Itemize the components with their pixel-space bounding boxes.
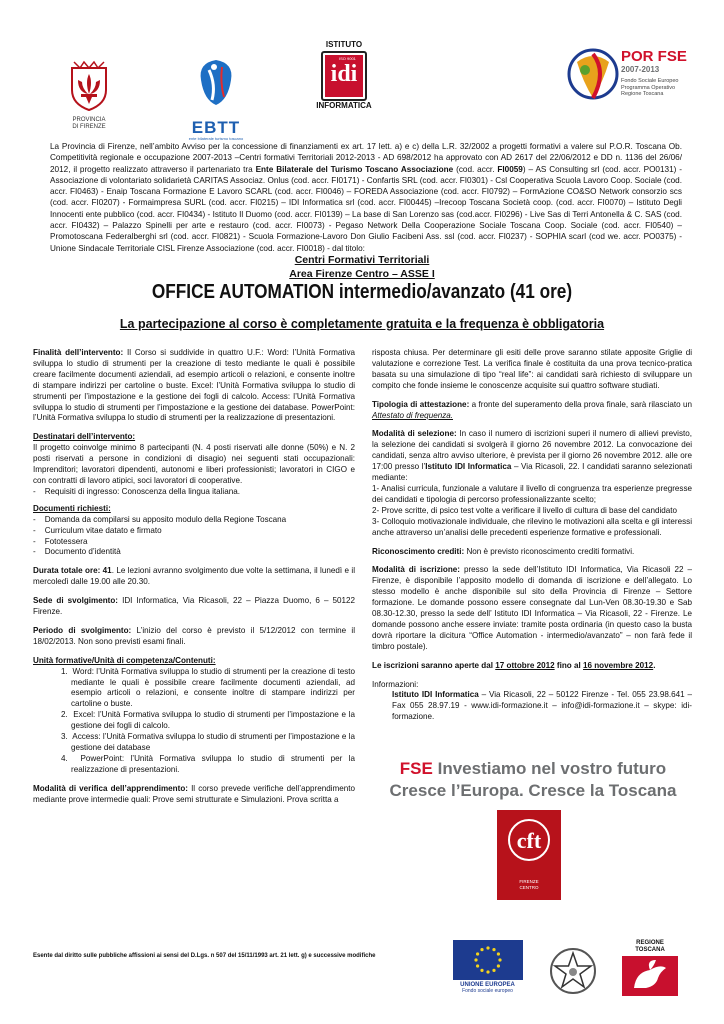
repubblica-emblem [548, 944, 598, 998]
unita-item: 4. PowerPoint: l’Unità Formativa sviluppa lo studio di strumenti per la realizzazione di presentazioni. [61, 753, 356, 774]
iscrizione-text: presso la sede dell’Istituto IDI Informatica, Via Ricasoli 22 – Firenze, è disponibile l’apposito modello di domanda di iscrizione e dell’allegato. Lo stesso modello è anche disponibile sul sito della Provincia di Firenze – Settore formazione. Le domande possono essere consegnate dal Lun-Ven 08.30-19.30 e Sab 08.30-12.30, presso la sede dell’ Istituto IDI Informatica – Via Ricasoli, 22 - Firenze. Le domande possono anche essere inviate: tramite posta ordinaria (in questo caso la busta dovrà riportare la dicitura “Office Automation - intermedio/avanzato” – non farà fede il timbro postale). [372, 565, 693, 651]
left-column [33, 348, 355, 814]
destinatari-text: Il progetto coinvolge minimo 8 partecipanti (N. 4 posti riservati alle donne (50%) e N. 2 posti riservati a persone in condizioni di disagio) nei seguenti stati occupazionali: Imprenditori; lavoratori dipendenti, autonomi e liberi professionisti; lavoratori in CIGO e con contratti di lavoro atipici, soci lavoratori di cooperative. [33, 443, 355, 485]
provincia-line2: DI FIRENZE [72, 124, 106, 130]
aperte-date2: 16 novembre 2012 [582, 660, 654, 670]
documento-item: - Curriculum vitae datato e firmato [33, 525, 162, 535]
provincia-line1: PROVINCIA [72, 117, 106, 123]
durata-section [33, 566, 355, 588]
finalita-section [33, 348, 355, 424]
requisiti-text: Requisiti di ingresso: Conoscenza della lingua italiana. [44, 486, 240, 496]
periodo-text: L’inizio del corso è previsto il 5/12/2012 con termine il 18/02/2013. Non sono previsti esami finali. [33, 625, 355, 646]
modalita-text: Il corso prevede verifiche dell’apprendimento mediante prove intermedie quali: Prove semi strutturate e Simulazioni. Prova scritta a [33, 783, 356, 804]
documento-text: Fototessera [44, 536, 88, 546]
por-fse-title: POR FSE [621, 48, 687, 65]
eu-logo [445, 940, 530, 1000]
finalita-text: Il Corso si suddivide in quattro U.F.: Word: l’Unità Formativa sviluppa lo studio di strumenti per la creazione di testo mediante le quali è possibile creare facilmente documenti aziendali, ad esempio articoli o relazioni, e consente inoltre di stampare indirizzi per cartoline o buste. Excel: l’Unità Formativa sviluppa lo studio di strumenti per l’impostazione e la gestione dei fogli di calcolo. Access: l’Unità Formativa sviluppa lo studio di strumenti per l’impostazione e la gestione dei database. PowerPoint: l’Unità Formativa sviluppa lo studio di strumenti per la realizzazione di presentazioni. [33, 348, 355, 423]
idi-badge-text: idi [330, 61, 358, 87]
eu-line1: UNIONE EUROPEA [460, 982, 515, 988]
sede-label: Sede di svolgimento: [33, 596, 119, 606]
documento-text: Curriculum vitae datato e firmato [44, 525, 162, 535]
title-course: OFFICE AUTOMATION intermedio/avanzato (41 ore) [151, 281, 573, 303]
documento-item: - Fototessera [33, 536, 88, 546]
modalita-section [33, 784, 355, 806]
intro-text: La Provincia di Firenze, nell’ambito Avviso per la concessione di finanziamenti ex art. 17 lett. a) e c) della L.R. 32/2002 a progetti formativi a valere sul P.O.R. Toscana Ob. Competitività regionale e occupazione 2007-2013 –Centri formativi Territoriali 2012-2013 - AD 698/2012 ha approvato con AD 2617 del 22/06/2012 e DD n. 1136 del 26/06/ 2012, il progetto realizzato attraverso il partenariato tra [50, 142, 682, 174]
destinatari-label: Destinatari dell’intervento: [33, 432, 136, 442]
selezione-item: 1- Analisi curricula, funzionale a valutare il livello di congruenza tra esperienze pregresse dei candidati e tipologia di percorso professionalizzante scelto; [372, 483, 692, 504]
title-area: Area Firenze Centro – ASSE I [289, 268, 435, 280]
documento-item: - Documento d’identità [33, 547, 121, 557]
info-label: Informazioni: [372, 679, 419, 689]
durata-label: Durata totale ore: 41 [33, 566, 112, 576]
cft-mark-icon [497, 810, 561, 874]
ebtt-figure-icon [176, 55, 256, 115]
unita-item: 1. Word: l’Unità Formativa sviluppa lo studio di strumenti per la creazione di testo mediante le quali è possibile creare facilmente documenti aziendali, ad esempio articoli o relazioni, e consente inoltre di stampare indirizzi per cartoline o buste. [61, 666, 355, 709]
fse-line1: Investiamo nel vostro futuro [437, 759, 667, 778]
logo-row [0, 40, 724, 141]
durata-text: . Le lezioni avranno svolgimento due volte la settimana, il lunedì e il mercoledì dalle 19.00 alle 20.30. [33, 566, 355, 587]
documento-text: Documento d’identità [44, 547, 121, 557]
aperte-text-a: Le iscrizioni saranno aperte dal [372, 660, 493, 670]
crediti-section [372, 547, 692, 558]
right-column [372, 348, 692, 731]
title-gratuita: La partecipazione al corso è completamente gratuita e la frequenza è obbligatoria [119, 317, 605, 331]
fse-line2: Cresce l’Europa. Cresce la Toscana [389, 781, 677, 800]
sede-text: IDI Informatica, Via Ricasoli, 22 – Piazza Duomo, 6 – 50122 Firenze. [33, 596, 356, 617]
intro-mid: (cod. accr. [456, 164, 495, 174]
pegasus-icon [616, 954, 684, 998]
regione-toscana-logo [616, 940, 684, 1000]
intro-bold: Ente Bilaterale del Turismo Toscano Associazione [255, 164, 454, 174]
por-fse-emblem-icon [563, 42, 623, 106]
footer-note: Esente dal diritto sulle pubbliche affissioni ai sensi del D.Lgs. n 507 del 15/11/1993 art. 21 lett. g) e successive modifiche [33, 953, 376, 959]
tipologia-attestato: Attestato di frequenza. [372, 410, 453, 420]
unita-item: 3. Access: l’Unità Formativa sviluppa lo studio di strumenti per l’impostazione e la gestione dei database [61, 732, 355, 752]
selezione-item: 2- Prove scritte, di psico test volte a verificare il livello di cultura di base del candidato [372, 505, 678, 515]
idi-badge-icon [321, 51, 367, 101]
aperte-text-b: fino al [556, 660, 581, 670]
provincia-firenze-logo [64, 60, 114, 138]
fse-slogan [372, 758, 694, 802]
verifica-cont: risposta chiusa. Per determinare gli esiti delle prove saranno stilate apposite Griglie di valutazione e correzione Test. La verifica finale è costituita da una prova tecnico-pratica basata su una simulazione di tipo “real life”: ai candidati sarà richiesto di sviluppare un compito che fonde insieme le conoscenze acquisite sui quattro software studiati. [372, 348, 692, 390]
selezione-bold: Istituto IDI Informatica [425, 462, 512, 472]
por-fse-l1: Fondo Sociale Europeo [621, 78, 679, 84]
crediti-label: Riconoscimento crediti: [372, 546, 465, 556]
ebtt-name: EBTT [191, 118, 241, 137]
title-centri: Centri Formativi Territoriali [294, 254, 430, 266]
periodo-label: Periodo di svolgimento: [33, 625, 132, 635]
eu-flag-icon [453, 940, 523, 980]
cft-text2: CENTRO [519, 885, 539, 890]
iscrizione-section [372, 565, 692, 652]
selezione-section [372, 429, 692, 538]
istituto-line2: INFORMATICA [316, 101, 372, 110]
destinatari-section [33, 432, 355, 497]
documento-item: - Domanda da compilarsi su apposito modulo della Regione Toscana [33, 514, 287, 524]
por-fse-logo [563, 42, 693, 114]
documenti-label: Documenti richiesti: [33, 503, 111, 513]
star-emblem-icon [548, 944, 598, 998]
cft-text1: FIRENZE [519, 879, 539, 884]
unita-text: Access: l’Unità Formativa sviluppa lo studio di strumenti per l’impostazione e la gestione dei database [71, 732, 355, 752]
svg-text:cft: cft [516, 828, 542, 853]
info-section [392, 690, 692, 723]
iscrizione-label: Modalità di iscrizione: [372, 565, 460, 575]
sede-section [33, 596, 355, 618]
tipologia-section [372, 400, 692, 422]
istituto-line1: ISTITUTO [325, 40, 363, 49]
unita-section [33, 656, 355, 776]
periodo-section [33, 626, 355, 648]
crediti-text: Non è previsto riconoscimento crediti formativi. [466, 546, 635, 556]
info-bold: Istituto IDI Informatica [392, 690, 479, 700]
intro-rest: ) – AS Consulting srl (cod. accr. PO0131) - Associazione di volontariato solidarietà CARITAS Associaz. Onlus (cod. accr. FI0171) - Confartis SRL (cod. accr. FI0301) - Csl Cooperativa Scuola Lavoro Coop. Sociale (cod. accr. FI0463) - Enaip Toscana Formazione E Lavoro SCARL (cod. accr. FI0046) – FOREDA Associazione (cod. accr. FI0792) – FormAzione CO&SO Network consorzio scs (cod. accr. FI0207) - Formaimpresa SURL (cod. accr. FI0215) – IDI Informatica srl (cod. accr. FI00445) –Irecoop Toscana Società coop. (cod. accr. FI0070) – Istituto Degli Innocenti ente pubblico (cod. accr. FI0434) - Istituto Il Duomo (cod. accr. FI0139) – La base di San Lorenzo sas (cod.accr. FI0296) - Live Sas di Terri Antonella & C. SAS (cod. accr. FI0432) – Palazzo Spinelli per arte e restauro (cod. accr. FI0073) - Pegaso Network Della Cooperazione Sociale Toscana Coop. Sociale (cod. accr. FI0540) – Promotoscana Federalberghi srl (cod. accr. FI0821) - Scuola Formazione-Lavoro Don Giulio Facibeni Ass. ssl (cod. accr. FI0237) - SOPHIA scarl (cod we. accr. PO0375) - Unione Sindacale Territoriale CISL Firenze Associazione (cod. accr. FI0018) - dal titolo: [50, 164, 682, 253]
requisiti-item: - Requisiti di ingresso: Conoscenza della lingua italiana. [33, 486, 240, 496]
finalita-label: Finalità dell’intervento: [33, 348, 124, 357]
fse-word: FSE [399, 759, 433, 778]
por-fse-l3: Regione Toscana [621, 91, 664, 97]
ebtt-logo [176, 55, 256, 141]
intro-paragraph [50, 141, 682, 254]
giglio-shield-icon [64, 60, 114, 112]
rt-line1: REGIONE [636, 940, 664, 946]
documenti-section [33, 504, 355, 559]
selezione-text: In caso il numero di iscrizioni superi il numero di allievi previsto, la selezione dei candidati si svolgerà il giorno 26 novembre 2012. La convocazione dei candidati, senza altro avviso ulteriore, è prevista per il giorno 26 novembre 2012. alle ore 17:00 presso l’ [372, 429, 692, 472]
intro-bold2: FI0059 [497, 164, 523, 174]
unita-label: Unità formative/Unità di competenza/Contenuti: [33, 655, 216, 665]
por-fse-l2: Programma Operativo [621, 84, 676, 91]
selezione-item: 3- Colloquio motivazionale individuale, che rilevino le motivazioni alla scelta e gli interessi anche attraverso un’analisi delle precedenti esperienze formative e professionali. [372, 516, 692, 537]
tipologia-label: Tipologia di attestazione: [372, 399, 470, 409]
selezione-label: Modalità di selezione: [372, 429, 457, 439]
documento-text: Domanda da compilarsi su apposito modulo della Regione Toscana [44, 514, 287, 524]
istituto-idi-logo [310, 40, 378, 112]
tipologia-text: a fronte del superamento della prova finale, sarà rilasciato un [471, 399, 693, 409]
por-fse-years: 2007-2013 [621, 65, 660, 74]
aperte-date1: 17 ottobre 2012 [495, 660, 555, 670]
aperte-section: Le iscrizioni saranno aperte dal 17 ottobre 2012 fino al 16 novembre 2012. [372, 660, 656, 670]
unita-text: Word: l’Unità Formativa sviluppa lo studio di strumenti per la creazione di testo mediante le quali è possibile creare facilmente documenti aziendali, ad esempio articoli o relazioni, e consente inoltre di stampare indirizzi per cartoline o buste. [71, 666, 355, 709]
ebtt-tagline: ente bilaterale turismo toscano [188, 136, 244, 141]
unita-item: 2. Excel: l’Unità Formativa sviluppa lo studio di strumenti per l’impostazione e la gestione dei fogli di calcolo. [61, 710, 355, 731]
info-text: – Via Ricasoli, 22 – 50122 Firenze - Tel. 055 23.98.641 – Fax 055 28.97.19 - www.idi-formazione.it – info@idi-formazione.it – skype: idi-formazione. [392, 690, 692, 722]
cft-logo [497, 810, 561, 900]
modalita-label: Modalità di verifica dell’apprendimento: [33, 783, 188, 793]
eu-line2: Fondo sociale europeo [462, 988, 513, 994]
rt-line2: TOSCANA [635, 947, 665, 953]
unita-text: Excel: l’Unità Formativa sviluppa lo studio di strumenti per l’impostazione e la gestione dei fogli di calcolo. [71, 710, 355, 731]
iso-cert: ISO 9001 [339, 56, 356, 61]
unita-text: PowerPoint: l’Unità Formativa sviluppa lo studio di strumenti per la realizzazione di presentazioni. [71, 753, 356, 774]
selezione-text2: – Via Ricasoli, 22. I candidati saranno selezionati mediante: [372, 462, 692, 483]
